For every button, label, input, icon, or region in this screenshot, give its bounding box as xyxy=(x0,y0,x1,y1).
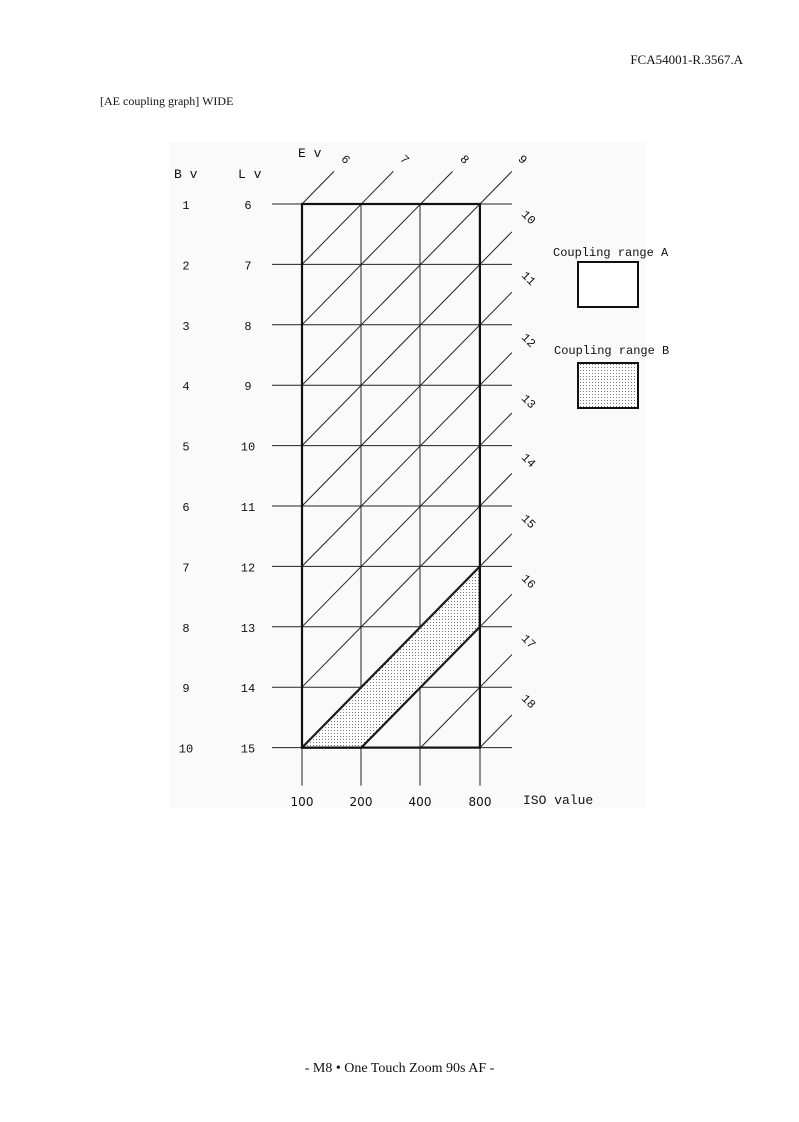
ev-tick-label: 8 xyxy=(456,152,472,168)
legend-swatch-b xyxy=(578,363,638,408)
ev-tick-label: 13 xyxy=(518,391,539,412)
ev-tick-label: 6 xyxy=(337,152,353,168)
ev-tick-label: 10 xyxy=(518,207,539,228)
lv-tick-label: 14 xyxy=(240,682,256,697)
lv-tick-label: 9 xyxy=(244,380,252,395)
bv-tick-label: 8 xyxy=(182,621,190,636)
lv-tick-label: 8 xyxy=(244,319,252,334)
lv-tick-label: 10 xyxy=(240,440,256,455)
lv-tick-label: 11 xyxy=(240,501,256,515)
bv-tick-label: 7 xyxy=(182,561,190,576)
ev-tick-label: 16 xyxy=(518,571,539,592)
bv-tick-label: 5 xyxy=(182,440,190,455)
lv-tick-label: 6 xyxy=(244,199,252,213)
bv-tick-label: 1 xyxy=(182,199,190,213)
ev-tick-label: 11 xyxy=(518,268,539,289)
iso-tick-label: 100 xyxy=(290,795,314,809)
bv-tick-label: 4 xyxy=(182,380,190,395)
ev-tick-label: 15 xyxy=(518,511,539,532)
bv-axis-label: B v xyxy=(174,167,198,182)
bv-tick-label: 3 xyxy=(182,319,190,334)
legend-label-b: Coupling range B xyxy=(554,344,670,358)
document-id: FCA54001-R.3567.A xyxy=(630,52,743,67)
iso-tick-label: 400 xyxy=(408,795,432,809)
legend-swatch-a xyxy=(578,262,638,307)
iso-tick-label: 200 xyxy=(349,795,373,809)
page-footer: - M8 • One Touch Zoom 90s AF - xyxy=(304,1061,495,1076)
ev-axis-label: E v xyxy=(298,146,322,161)
lv-tick-label: 13 xyxy=(240,621,256,636)
lv-tick-label: 7 xyxy=(244,259,252,274)
iso-tick-label: 800 xyxy=(468,795,492,809)
bv-tick-label: 9 xyxy=(182,682,190,697)
legend-label-a: Coupling range A xyxy=(553,246,669,260)
lv-tick-label: 12 xyxy=(240,561,256,576)
ev-tick-label: 9 xyxy=(514,152,530,168)
bv-tick-label: 6 xyxy=(182,501,190,515)
bv-tick-label: 10 xyxy=(178,742,194,757)
ev-tick-label: 7 xyxy=(396,152,412,168)
lv-axis-label: L v xyxy=(238,167,262,182)
ev-tick-label: 14 xyxy=(518,450,539,471)
section-title: [AE coupling graph] WIDE xyxy=(100,94,234,108)
bv-tick-label: 2 xyxy=(182,259,190,274)
graph-background xyxy=(170,142,645,808)
ev-tick-label: 12 xyxy=(518,330,539,351)
ev-tick-label: 17 xyxy=(518,631,539,652)
iso-axis-label: ISO value xyxy=(523,793,594,808)
lv-tick-label: 15 xyxy=(240,742,256,757)
ev-tick-label: 18 xyxy=(518,691,539,712)
